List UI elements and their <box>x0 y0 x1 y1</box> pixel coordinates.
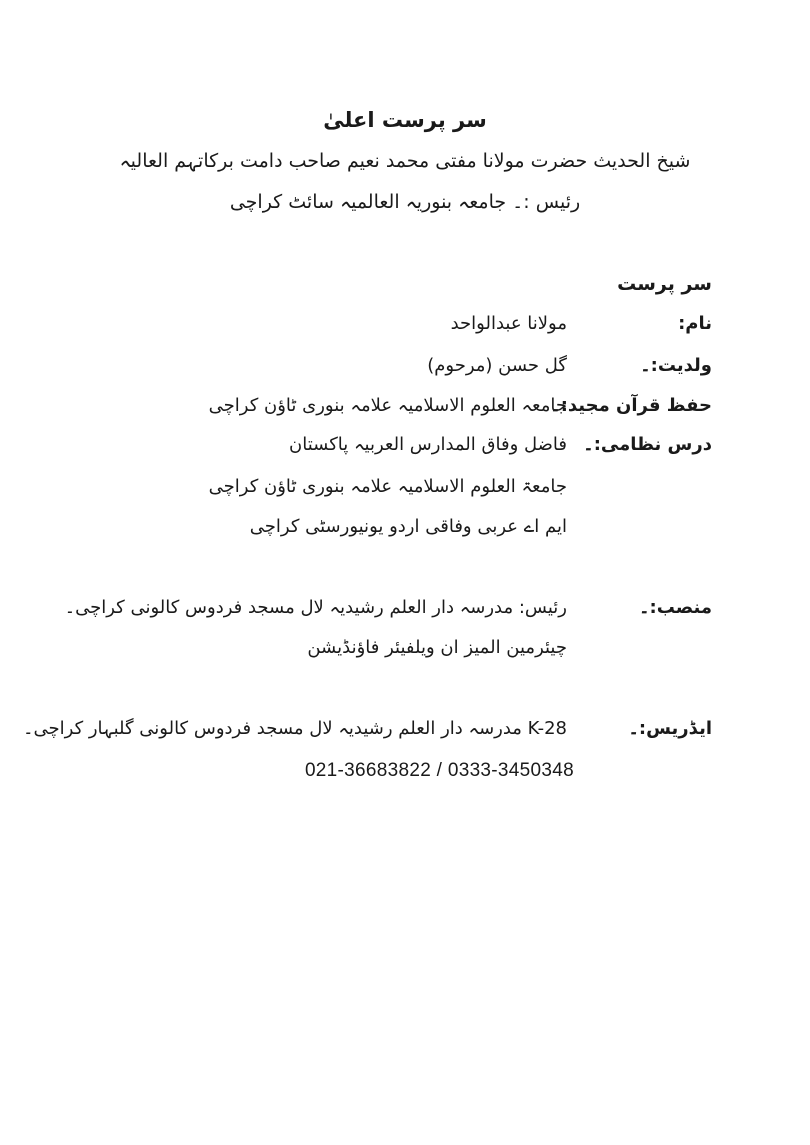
dars-value-3: ایم اے عربی وفاقی اردو یونیورسٹی کراچی <box>249 516 567 537</box>
parentage-label: ولدیت:۔ <box>640 355 712 376</box>
address-label: ایڈریس:۔ <box>628 718 712 739</box>
hifz-label: حفظ قرآن مجید:۔ <box>550 395 712 416</box>
header-title: سر پرست اعلیٰ <box>323 108 487 132</box>
dars-value-1: فاضل وفاق المدارس العربیہ پاکستان <box>289 434 567 455</box>
post-label: منصب:۔ <box>638 597 712 618</box>
patron-section-title: سر پرست <box>617 273 712 295</box>
dars-label: درس نظامی:۔ <box>583 434 712 455</box>
hifz-value: جامعہ العلوم الاسلامیہ علامہ بنوری ٹاؤن کراچی <box>208 395 567 416</box>
post-value-1: رئیس: مدرسہ دار العلم رشیدیہ لال مسجد فردوس کالونی کراچی۔ <box>64 597 567 618</box>
phone-numbers: 021-36683822 / 0333-3450348 <box>304 760 574 781</box>
address-value: K-28 مدرسہ دار العلم رشیدیہ لال مسجد فردوس کالونی گلبہار کراچی۔ <box>22 718 567 739</box>
name-value: مولانا عبدالواحد <box>450 313 567 334</box>
dars-value-2: جامعۃ العلوم الاسلامیہ علامہ بنوری ٹاؤن کراچی <box>208 476 567 497</box>
header-position-line: رئیس :۔ جامعہ بنوریہ العالمیہ سائٹ کراچی <box>229 191 581 213</box>
parentage-value: گل حسن (مرحوم) <box>427 355 567 376</box>
post-value-2: چیئرمین المیز ان ویلفیئر فاؤنڈیشن <box>307 637 567 658</box>
header-name-line: شیخ الحدیث حضرت مولانا مفتی محمد نعیم صاحب دامت برکاتہم العالیہ <box>119 150 691 172</box>
name-label: نام: <box>678 313 712 334</box>
